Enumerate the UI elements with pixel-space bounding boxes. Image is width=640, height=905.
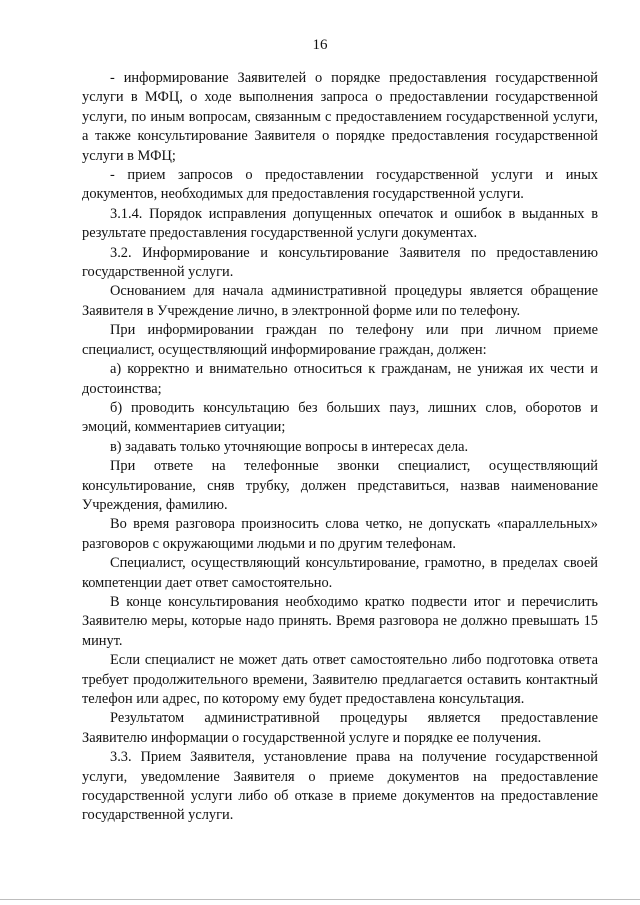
- paragraph-3-2-heading: 3.2. Информирование и консультирование Заявителя по предоставлению государственной услуги.: [82, 244, 598, 281]
- paragraph-duty-a: а) корректно и внимательно относиться к гражданам, не унижая их чести и достоинства;: [82, 361, 598, 397]
- paragraph-consultation-end: В конце консультирования необходимо кратко подвести итог и перечислить Заявителю меры, которые надо принять. Время разговора не должно превышать 15 минут.: [82, 593, 598, 649]
- paragraph-conversation-rules: Во время разговора произносить слова четко, не допускать «параллельных» разговоров с окружающими людьми и по другим телефонам.: [82, 516, 598, 552]
- paragraph-specialist-duties: При информировании граждан по телефону или при личном приеме специалист, осуществляющий информирование граждан, должен:: [82, 322, 598, 358]
- paragraph-mfc-informing: - информирование Заявителей о порядке предоставления государственной услуги в МФЦ, о ходе выполнения запроса о предоставлении государственной услуги, по иным вопросам, связанным с предоставлением государственной услуги, а также консультирование Заявителя о порядке предоставления государственной услуги в МФЦ;: [82, 70, 598, 164]
- paragraph-3-3-heading: 3.3. Прием Заявителя, установление права на получение государственной услуги, уведомление Заявителя о приеме документов на предоставление государственной услуги либо об отказе в приеме документов на предоставление государственной услуги.: [82, 749, 598, 824]
- paragraph-competence: Специалист, осуществляющий консультирование, грамотно, в пределах своей компетенции дает ответ самостоятельно.: [82, 555, 598, 591]
- paragraph-request-reception: - прием запросов о предоставлении государственной услуги и иных документов, необходимых для предоставления государственной услуги.: [82, 167, 598, 203]
- paragraph-duty-c: в) задавать только уточняющие вопросы в интересах дела.: [110, 438, 469, 455]
- page-number: 16: [312, 37, 328, 53]
- paragraph-duty-b: б) проводить консультацию без больших пауз, лишних слов, оборотов и эмоций, комментариев ситуации;: [82, 399, 598, 436]
- paragraph-procedure-basis: Основанием для начала административной процедуры является обращение Заявителя в Учреждение лично, в электронной форме или по телефону.: [82, 283, 598, 319]
- paragraph-3-1-4: 3.1.4. Порядок исправления допущенных опечаток и ошибок в выданных в результате предоставления государственной услуги документах.: [82, 205, 598, 242]
- page-bottom-divider: [0, 899, 640, 900]
- paragraph-procedure-result: Результатом административной процедуры является предоставление Заявителю информации о государственной услуге и порядке ее получения.: [82, 710, 598, 746]
- paragraph-deferred-answer: Если специалист не может дать ответ самостоятельно либо подготовка ответа требует продолжительного времени, Заявителю предлагается оставить контактный телефон или адрес, по которому ему будет предоставлена консультация.: [82, 652, 598, 707]
- paragraph-phone-answer: При ответе на телефонные звонки специалист, осуществляющий консультирование, сняв трубку, должен представиться, назвав наименование Учреждения, фамилию.: [82, 458, 598, 513]
- document-body: [82, 69, 598, 826]
